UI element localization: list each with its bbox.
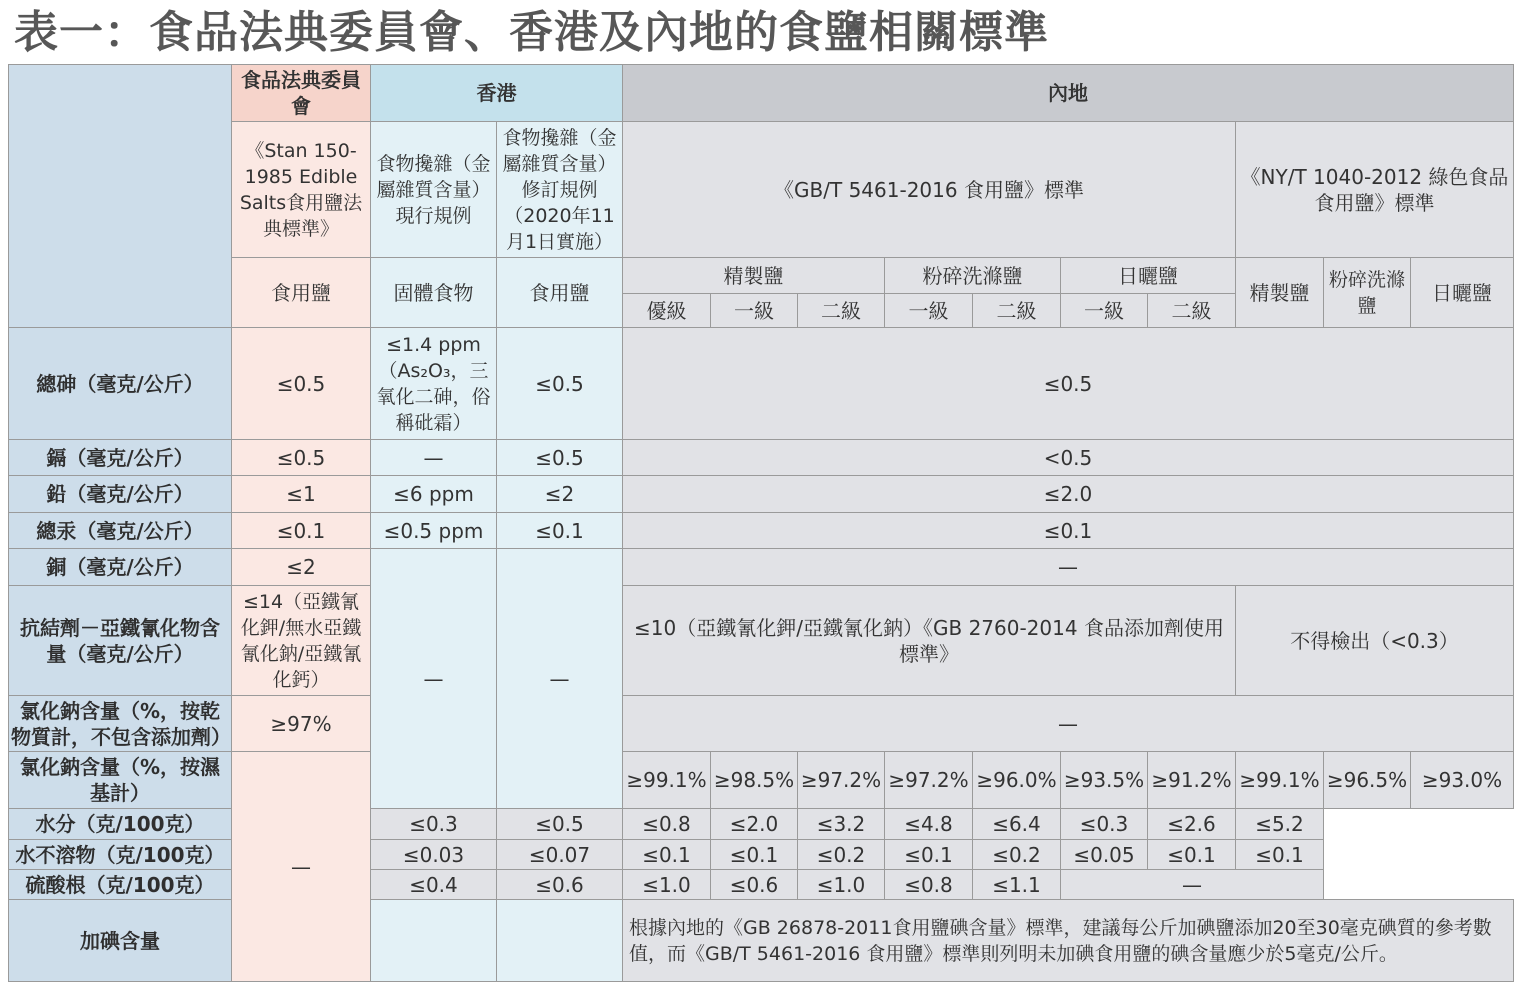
mainland-iodine-note: 根據內地的《GB 26878-2011食用鹽碘含量》標準，建議每公斤加碘鹽添加20至30毫克碘質的參考數值，而《GB/T 5461-2016 食用鹽》標準則列明未加碘食用鹽的碘含量應少於5毫克/公斤。 (623, 900, 1514, 982)
nacl-wet-value: ≥99.1% (1236, 752, 1324, 809)
nacl-wet-value: ≥97.2% (885, 752, 973, 809)
mainland-lead: ≤2.0 (623, 476, 1514, 513)
green-refined-salt-header: 精製鹽 (1236, 258, 1324, 328)
insoluble-value: ≤0.2 (973, 840, 1061, 870)
green-sun-salt-header: 日曬鹽 (1411, 258, 1514, 328)
nacl-wet-value: ≥99.1% (623, 752, 711, 809)
header-codex: 食品法典委員會 (232, 65, 371, 122)
nyt1040-standard: 《NY/T 1040-2012 綠色食品食用鹽》標準 (1236, 122, 1514, 258)
grade-refined-premium: 優級 (623, 294, 711, 328)
mainland-anticaking: ≤10（亞鐵氰化鉀/亞鐵氰化鈉）《GB 2760-2014 食品添加劑使用標準》 (623, 586, 1236, 696)
sulfate-value: ≤0.6 (497, 870, 623, 900)
header-mainland: 內地 (623, 65, 1514, 122)
sulfate-value: ≤1.0 (623, 870, 711, 900)
insoluble-value: ≤0.1 (1236, 840, 1324, 870)
insoluble-value: ≤0.05 (1061, 840, 1148, 870)
moisture-value: ≤5.2 (1236, 809, 1324, 840)
row-label-cadmium: 鎘（毫克/公斤） (9, 440, 232, 476)
hk-amended-iodine (497, 900, 623, 982)
page-title: 表一：食品法典委員會、香港及內地的食鹽相關標準 (14, 7, 1049, 58)
moisture-value: ≤0.5 (497, 809, 623, 840)
hk-amended-lead: ≤2 (497, 476, 623, 513)
codex-merged: — (232, 752, 371, 982)
hk-current-merged: — (371, 549, 497, 809)
mainland-cadmium: <0.5 (623, 440, 1514, 476)
sulfate-value: ≤0.8 (885, 870, 973, 900)
hk-amended-food-type: 食用鹽 (497, 258, 623, 328)
row-label-moisture: 水分（克/100克） (9, 809, 232, 840)
insoluble-value: ≤0.1 (711, 840, 798, 870)
moisture-value: ≤2.0 (711, 809, 798, 840)
sulfate-value: ≤1.0 (798, 870, 885, 900)
grade-crushed-second: 二級 (973, 294, 1061, 328)
hk-current-regulation: 食物攙雜（金屬雜質含量）現行規例 (371, 122, 497, 258)
mainland-nacl-dry: — (623, 696, 1514, 752)
nacl-wet-value: ≥93.0% (1411, 752, 1514, 809)
hk-amended-cadmium: ≤0.5 (497, 440, 623, 476)
codex-salt-type: 食用鹽 (232, 258, 371, 328)
codex-mercury: ≤0.1 (232, 513, 371, 549)
row-label-copper: 銅（毫克/公斤） (9, 549, 232, 586)
header-hong-kong: 香港 (371, 65, 623, 122)
sun-salt-header: 日曬鹽 (1061, 258, 1236, 294)
hk-current-food-type: 固體食物 (371, 258, 497, 328)
row-label-nacl-wet: 氯化鈉含量（%，按濕基計） (9, 752, 232, 809)
moisture-value: ≤6.4 (973, 809, 1061, 840)
hk-current-lead: ≤6 ppm (371, 476, 497, 513)
insoluble-value: ≤0.03 (371, 840, 497, 870)
green-sulfate: — (1061, 870, 1324, 900)
mainland-mercury: ≤0.1 (623, 513, 1514, 549)
codex-copper: ≤2 (232, 549, 371, 586)
grade-sun-second: 二級 (1148, 294, 1236, 328)
green-anticaking: 不得檢出（<0.3） (1236, 586, 1514, 696)
moisture-value: ≤0.3 (1061, 809, 1148, 840)
nacl-wet-value: ≥93.5% (1061, 752, 1148, 809)
insoluble-value: ≤0.07 (497, 840, 623, 870)
sulfate-value: ≤0.6 (711, 870, 798, 900)
hk-current-mercury: ≤0.5 ppm (371, 513, 497, 549)
nacl-wet-value: ≥91.2% (1148, 752, 1236, 809)
row-label-iodine: 加碘含量 (9, 900, 232, 982)
row-label-arsenic: 總砷（毫克/公斤） (9, 328, 232, 440)
hk-current-cadmium: — (371, 440, 497, 476)
hk-current-iodine (371, 900, 497, 982)
sulfate-value: ≤1.1 (973, 870, 1061, 900)
green-crushed-salt-header: 粉碎洗滌鹽 (1324, 258, 1411, 328)
nacl-wet-value: ≥97.2% (798, 752, 885, 809)
nacl-wet-value: ≥98.5% (711, 752, 798, 809)
insoluble-value: ≤0.1 (623, 840, 711, 870)
row-label-nacl-dry: 氯化鈉含量（%，按乾物質計，不包含添加劑） (9, 696, 232, 752)
moisture-value: ≤4.8 (885, 809, 973, 840)
codex-lead: ≤1 (232, 476, 371, 513)
insoluble-value: ≤0.2 (798, 840, 885, 870)
hk-amended-mercury: ≤0.1 (497, 513, 623, 549)
grade-crushed-first: 一級 (885, 294, 973, 328)
hk-amended-regulation: 食物攙雜（金屬雜質含量）修訂規例（2020年11月1日實施） (497, 122, 623, 258)
codex-anticaking: ≤14（亞鐵氰化鉀/無水亞鐵氰化鈉/亞鐵氰化鈣） (232, 586, 371, 696)
grade-refined-first: 一級 (711, 294, 798, 328)
crushed-salt-header: 粉碎洗滌鹽 (885, 258, 1061, 294)
nacl-wet-value: ≥96.0% (973, 752, 1061, 809)
grade-sun-first: 一級 (1061, 294, 1148, 328)
row-label-insoluble: 水不溶物（克/100克） (9, 840, 232, 870)
codex-arsenic: ≤0.5 (232, 328, 371, 440)
hk-current-arsenic: ≤1.4 ppm（As₂O₃，三氧化二砷，俗稱砒霜） (371, 328, 497, 440)
grade-refined-second: 二級 (798, 294, 885, 328)
gb5461-standard: 《GB/T 5461-2016 食用鹽》標準 (623, 122, 1236, 258)
codex-cadmium: ≤0.5 (232, 440, 371, 476)
moisture-value: ≤3.2 (798, 809, 885, 840)
moisture-value: ≤0.8 (623, 809, 711, 840)
moisture-value: ≤2.6 (1148, 809, 1236, 840)
insoluble-value: ≤0.1 (1148, 840, 1236, 870)
mainland-arsenic: ≤0.5 (623, 328, 1514, 440)
sulfate-value: ≤0.4 (371, 870, 497, 900)
moisture-value: ≤0.3 (371, 809, 497, 840)
codex-standard-name: 《Stan 150-1985 Edible Salts食用鹽法典標準》 (232, 122, 371, 258)
row-label-anticaking: 抗結劑－亞鐵氰化物含量（毫克/公斤） (9, 586, 232, 696)
nacl-wet-value: ≥96.5% (1324, 752, 1411, 809)
hk-amended-arsenic: ≤0.5 (497, 328, 623, 440)
salt-standards-table (8, 64, 1514, 982)
mainland-copper: — (623, 549, 1514, 586)
insoluble-value: ≤0.1 (885, 840, 973, 870)
row-label-sulfate: 硫酸根（克/100克） (9, 870, 232, 900)
row-label-lead: 鉛（毫克/公斤） (9, 476, 232, 513)
refined-salt-header: 精製鹽 (623, 258, 885, 294)
row-label-mercury: 總汞（毫克/公斤） (9, 513, 232, 549)
corner-header (9, 65, 232, 328)
codex-nacl-dry: ≥97% (232, 696, 371, 752)
hk-amended-merged: — (497, 549, 623, 809)
